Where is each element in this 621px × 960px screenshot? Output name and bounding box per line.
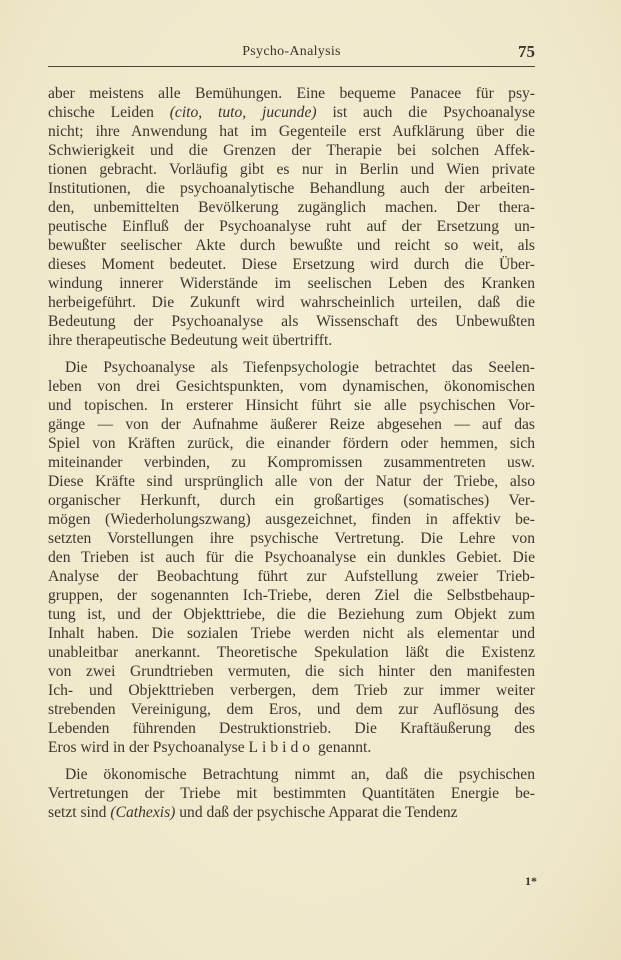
text-line <box>48 103 535 122</box>
text-segment: Eros wird in der Psychoanalyse <box>48 739 249 756</box>
text-line <box>48 217 535 236</box>
text-segment: ihre therapeutische Bedeutung weit übertrifft. <box>48 332 333 349</box>
paragraph <box>48 84 535 350</box>
text-segment: Die Psychoanalyse als Tiefenpsychologie betrachtet das Seelen- <box>65 359 535 376</box>
text-line <box>48 396 535 415</box>
italic-text: (cito, tuto, jucunde) <box>169 104 317 121</box>
text-line <box>48 529 535 548</box>
text-segment: Ich- und Objekttrieben verbergen, dem Trieb zur immer weiter <box>48 682 535 699</box>
text-segment: den, unbemittelten Bevölkerung zugänglich machen. Der thera- <box>48 199 535 216</box>
text-segment: gruppen, der sogenannten Ich-Triebe, deren Ziel die Selbstbehaup- <box>48 587 535 604</box>
text-segment: ist auch die Psychoanalyse <box>316 104 535 121</box>
text-line <box>48 700 535 719</box>
text-segment: organischer Herkunft, durch ein großartiges (somatisches) Ver- <box>48 492 535 509</box>
text-segment: Vertretungen der Triebe mit bestimmten Quantitäten Energie be- <box>48 785 535 802</box>
text-line <box>48 377 535 396</box>
text-segment: mögen (Wiederholungszwang) ausgezeichnet, finden in affektiv be- <box>48 511 535 528</box>
text-segment: peutische Einfluß der Psychoanalyse ruht auf der Ersetzung un- <box>48 218 535 235</box>
text-segment: nicht; ihre Anwendung hat im Gegenteile erst Aufklärung über die <box>48 123 535 140</box>
signature-mark: 1* <box>525 874 537 888</box>
body-text <box>48 84 535 830</box>
text-line <box>48 160 535 179</box>
spaced-text: Libido <box>248 739 315 756</box>
running-title: Psycho-Analysis <box>242 44 341 59</box>
text-line <box>48 548 535 567</box>
text-segment: Spiel von Kräften zurück, die einander fördern oder hemmen, sich <box>48 435 535 452</box>
page-number: 75 <box>518 42 535 61</box>
text-segment: und topischen. In ersterer Hinsicht führt sie alle psychischen Vor- <box>48 397 535 414</box>
text-line <box>48 719 535 738</box>
italic-text: (Cathexis) <box>110 804 176 821</box>
text-segment: leben von drei Gesichtspunkten, vom dynamischen, ökonomischen <box>48 378 535 395</box>
text-line <box>48 236 535 255</box>
text-segment: Lebenden führenden Destruktionstrieb. Die Kraftäußerung des <box>48 720 535 737</box>
text-segment: den Trieben ist auch für die Psychoanalyse ein dunkles Gebiet. Die <box>48 549 535 566</box>
text-line <box>48 453 535 472</box>
text-line <box>48 415 535 434</box>
text-segment: genannt. <box>314 739 372 756</box>
text-segment: Institutionen, die psychoanalytische Behandlung auch der arbeiten- <box>48 180 535 197</box>
text-segment: tung ist, und der Objekttriebe, die die Beziehung zum Objekt zum <box>48 606 535 623</box>
text-segment: unableitbar anerkannt. Theoretische Spekulation läßt die Existenz <box>48 644 535 661</box>
text-segment: Schwierigkeit und die Grenzen der Therapie bei solchen Affek- <box>48 142 535 159</box>
text-segment: Analyse der Beobachtung führt zur Aufstellung zweier Trieb- <box>48 568 535 585</box>
text-segment: Diese Kräfte sind ursprünglich alle von der Natur der Triebe, also <box>48 473 535 490</box>
text-line <box>48 662 535 681</box>
text-line <box>48 122 535 141</box>
text-line <box>48 567 535 586</box>
text-segment: setzten Vorstellungen ihre psychische Vertretung. Die Lehre von <box>48 530 535 547</box>
text-line <box>48 293 535 312</box>
text-line <box>48 198 535 217</box>
page-header <box>48 42 535 67</box>
text-line <box>48 738 535 757</box>
text-segment: windung innerer Widerstände im seelischen Leben des Kranken <box>48 275 535 292</box>
text-segment: dieses Moment bedeutet. Diese Ersetzung wird durch die Über- <box>48 256 535 273</box>
text-line <box>48 586 535 605</box>
text-segment: gänge — von der Aufnahme äußerer Reize abgesehen — auf das <box>48 416 535 433</box>
paragraph <box>48 765 535 822</box>
text-line <box>48 681 535 700</box>
text-segment: strebenden Vereinigung, dem Eros, und dem zur Auflösung des <box>48 701 535 718</box>
text-line <box>48 255 535 274</box>
text-line <box>48 510 535 529</box>
text-segment: miteinander verbinden, zu Kompromissen zusammentreten usw. <box>48 454 535 471</box>
text-line <box>48 84 535 103</box>
text-line <box>48 605 535 624</box>
text-segment: setzt sind <box>48 804 111 821</box>
text-line <box>48 179 535 198</box>
text-line <box>48 141 535 160</box>
text-line <box>48 358 535 377</box>
text-segment: herbeigeführt. Die Zukunft wird wahrscheinlich urteilen, daß die <box>48 294 535 311</box>
text-line <box>48 624 535 643</box>
text-segment: und daß der psychische Apparat die Tendenz <box>175 804 458 821</box>
text-line <box>48 434 535 453</box>
text-segment: chische Leiden <box>48 104 170 121</box>
text-segment: Die ökonomische Betrachtung nimmt an, daß die psychischen <box>65 766 535 783</box>
text-segment: Bedeutung der Psychoanalyse als Wissenschaft des Unbewußten <box>48 313 535 330</box>
text-line <box>48 784 535 803</box>
text-line <box>48 274 535 293</box>
text-segment: tionen gebracht. Vorläufig gibt es nur in Berlin und Wien private <box>48 161 535 178</box>
text-line <box>48 312 535 331</box>
text-segment: von zwei Grundtrieben vermuten, die sich hinter den manifesten <box>48 663 535 680</box>
text-line <box>48 643 535 662</box>
text-line <box>48 491 535 510</box>
text-line <box>48 765 535 784</box>
text-segment: bewußter seelischer Akte durch bewußte und reicht so weit, als <box>48 237 535 254</box>
text-line <box>48 803 535 822</box>
text-line <box>48 331 535 350</box>
text-segment: Inhalt haben. Die sozialen Triebe werden nicht als elementar und <box>48 625 535 642</box>
text-line <box>48 472 535 491</box>
paragraph <box>48 358 535 757</box>
text-segment: aber meistens alle Bemühungen. Eine bequeme Panacee für psy- <box>48 85 535 102</box>
